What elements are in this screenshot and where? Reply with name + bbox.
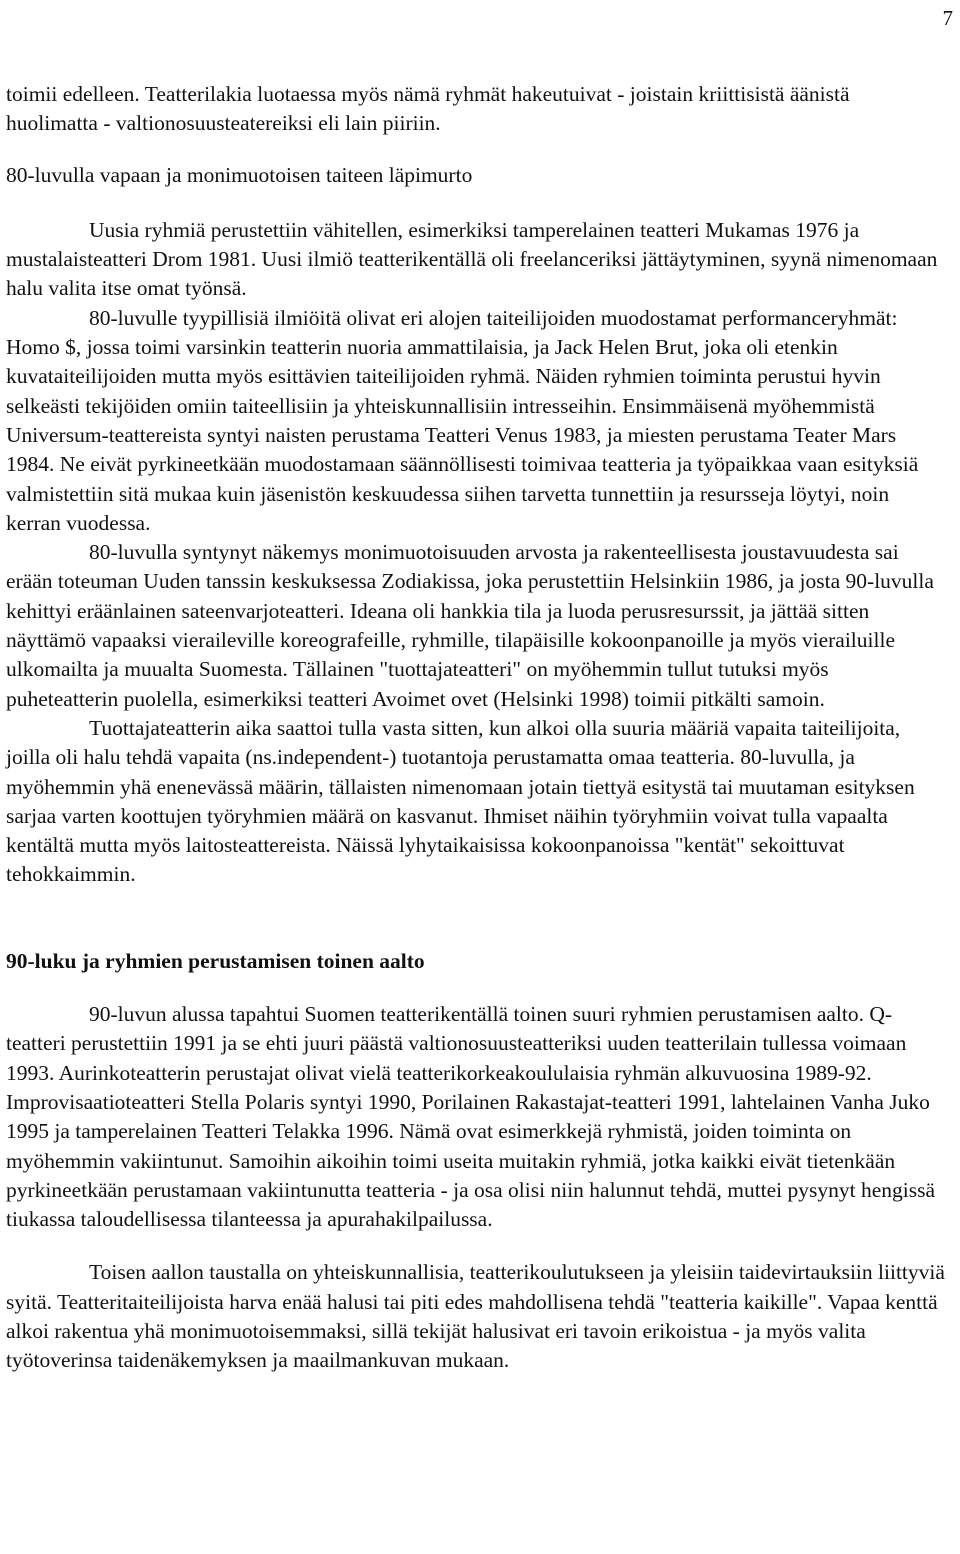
paragraph: Toisen aallon taustalla on yhteiskunnallisia, teatterikoulutukseen ja yleisiin taidevirtauksiin liittyviä syitä. Teatteritaiteilijoista harva enää halusi tai piti edes mahdollisena tehdä "teatteria kaikille". Vapaa kenttä alkoi rakentua yhä monimuotoisemmaksi, sillä tekijät halusivat eri tavoin erikoistua - ja myös valita työtoverinsa taidenäkemyksen ja maailmankuvan mukaan. (6, 1260, 945, 1373)
page-number: 7 (942, 6, 953, 30)
paragraph: 80-luvulla syntynyt näkemys monimuotoisuuden arvosta ja rakenteellisesta joustavuudesta sai erään toteuman Uuden tanssin keskuksessa Zodiakissa, joka perustettiin Helsinkiin 1986, ja josta 90-luvulla kehittyi eräänlainen sateenvarjoteatteri. Ideana oli hankkia tila ja luoda perusresurssit, ja jättää sitten näyttämö vapaaksi vieraileville koreografeille, ryhmille, tilapäisille kokoonpanoille ja myös vierailuille ulkomailta ja muualta Suomesta. Tällainen "tuottajateatteri" on myöhemmin tullut tutuksi myös puheteatterin puolella, esimerkiksi teatteri Avoimet ovet (Helsinki 1998) toimii pitkälti samoin. (6, 540, 934, 711)
paragraph: Uusia ryhmiä perustettiin vähitellen, esimerkiksi tamperelainen teatteri Mukamas 1976 ja mustalaisteatteri Drom 1981. Uusi ilmiö teatterikentällä oli freelanceriksi jättäytyminen, syynä nimenomaan halu valita itse omat työnsä. (6, 217, 938, 301)
intro-paragraph: toimii edelleen. Teatterilakia luotaessa myös nämä ryhmät hakeutuivat - joistain kriittisistä äänistä huolimatta - valtionosuusteatereiksi eli lain piiriin. (6, 82, 850, 136)
section-heading-80s: 80-luvulla vapaan ja monimuotoisen taiteen läpimurto (6, 162, 473, 187)
paragraph: Tuottajateatterin aika saattoi tulla vasta sitten, kun alkoi olla suuria määriä vapaita taiteilijoita, joilla oli halu tehdä vapaita (ns.independent-) tuotantoja perustamatta omaa teatteria. 80-luvulla, ja myöhemmin yhä enenevässä määrin, tällaisten nimenomaan jotain tiettyä esitystä tai muutaman esityksen sarjaa varten koottujen työryhmien määrä on kasvanut. Ihmiset näihin työryhmiin voivat tulla vapaalta kentältä mutta myös laitosteattereista. Näissä lyhytaikaisissa kokoonpanoissa "kentät" sekoittuvat tehokkaimmin. (6, 715, 915, 887)
document-body (6, 80, 946, 1376)
paragraph: 80-luvulle tyypillisiä ilmiöitä olivat eri alojen taiteilijoiden muodostamat performanceryhmät: Homo $, jossa toimi varsinkin teatterin nuoria ammattilaisia, ja Jack Helen Brut, joka oli etenkin kuvataiteilijoiden mutta myös esittävien taiteilijoiden ryhmä. Näiden ryhmien toiminta perustui hyvin selkeästi tekijöiden omiin taiteellisiin ja yhteiskunnallisiin intresseihin. Ensimmäisenä myöhemmistä Universum-teattereista syntyi naisten perustama Teatteri Venus 1983, ja miesten perustama Teater Mars 1984. Ne eivät pyrkineetkään muodostamaan säännöllisesti toimivaa teatteria ja työpaikkaa vaan esityksiä valmistettiin sitä mukaa kuin jäsenistön keskuudessa siihen tarvetta tunnettiin ja resursseja löytyi, noin kerran vuodessa. (6, 305, 919, 535)
paragraph: 90-luvun alussa tapahtui Suomen teatterikentällä toinen suuri ryhmien perustamisen aalto. Q-teatteri perustettiin 1991 ja se ehti juuri päästä valtionosuusteatteriksi uuden teatterilain tullessa voimaan 1993. Aurinkoteatterin perustajat olivat vielä teatterikorkeakoululaisia ryhmän alkuvuosina 1989-92. Improvisaatioteatteri Stella Polaris syntyi 1990, Porilainen Rakastajat-teatteri 1991, lahtelainen Vanha Juko 1995 ja tamperelainen Teatteri Telakka 1996. Nämä ovat esimerkkejä ryhmistä, joiden toiminta on myöhemmin vakiintunut. Samoihin aikoihin toimi useita muitakin ryhmiä, jotka kaikki eivät tietenkään pyrkineetkään perustamaan vakiintunutta teatteria - ja osa olisi niin halunnut tehdä, muttei pysynyt hengissä tiukassa taloudellisessa tilanteessa ja apurahakilpailussa. (6, 1002, 936, 1232)
section-heading-90s: 90-luku ja ryhmien perustamisen toinen aalto (6, 948, 425, 973)
